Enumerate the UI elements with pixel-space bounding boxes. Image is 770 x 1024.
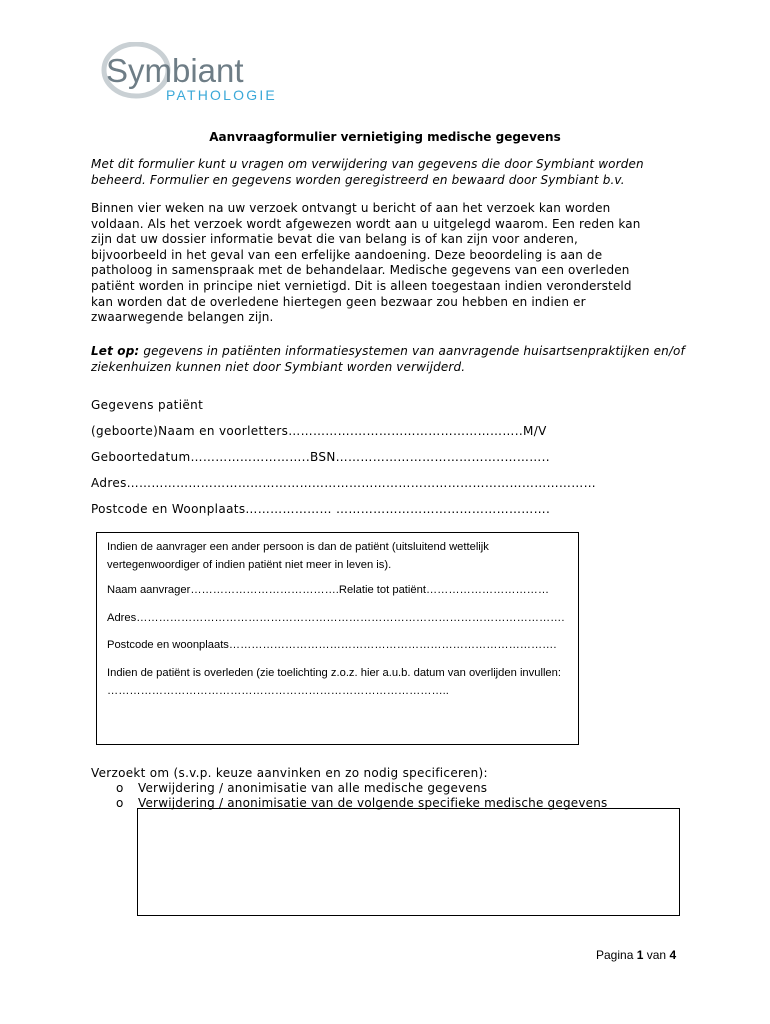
patient-name-field[interactable]: (geboorte)Naam en voorletters…………….…………………………………..M/V xyxy=(91,424,547,438)
applicant-name-field[interactable]: Naam aanvrager………………………………….Relatie tot patiënt…………………………… xyxy=(107,584,550,596)
specific-data-textbox[interactable] xyxy=(137,808,680,916)
request-heading: Verzoekt om (s.v.p. keuze aanvinken en zo nodig specificeren): xyxy=(91,766,488,780)
checkbox-bullet[interactable]: o xyxy=(116,796,124,810)
page-current: 1 xyxy=(636,948,644,962)
body-line: Binnen vier weken na uw verzoek ontvangt u bericht of aan het verzoek kan worden xyxy=(91,201,611,215)
note-text xyxy=(91,344,691,375)
page-of: van xyxy=(646,948,667,962)
option-label: Verwijdering / anonimisatie van de volgende specifieke medische gegevens xyxy=(138,796,608,810)
applicant-postcode-field[interactable]: Postcode en woonplaats……………………………………………………………………………. xyxy=(107,639,557,651)
body-line: zijn dat uw dossier informatie bevat die van belang is of kan zijn voor anderen, xyxy=(91,232,578,247)
body-line: voldaan. Als het verzoek wordt afgewezen wordt aan u uitgelegd waarom. Een reden kan xyxy=(91,216,641,231)
note-label: Let op: xyxy=(91,344,140,358)
page-number xyxy=(596,948,676,962)
page-prefix: Pagina xyxy=(596,948,634,962)
body-line: kan worden dat de overledene hiertegen geen bezwaar zou hebben en indien er xyxy=(91,294,586,309)
body-line: zwaarwegende belangen zijn. xyxy=(91,310,274,325)
option-label: Verwijdering / anonimisatie van alle medische gegevens xyxy=(138,781,488,795)
note-body: gegevens in patiënten informatiesystemen van aanvragende huisartsenpraktijken en/of ziekenhuizen kunnen niet door Symbiant worden verwijderd. xyxy=(91,344,685,374)
body-line: bijvoorbeeld in het geval van een erfelijke aandoening. Deze beoordeling is aan de xyxy=(91,247,603,262)
page-total: 4 xyxy=(669,948,677,962)
applicant-intro: Indien de aanvrager een ander persoon is dan de patiënt (uitsluitend wettelijk vertegenwoordiger of indien patiënt niet meer in leven is). xyxy=(107,541,489,571)
symbiant-logo xyxy=(96,42,306,106)
logo-sub-text: PATHOLOGIE xyxy=(166,87,277,103)
form-title: Aanvraagformulier vernietiging medische gegevens xyxy=(209,130,561,144)
body-text xyxy=(91,201,691,326)
deceased-date-field[interactable]: Indien de patiënt is overleden (zie toelichting z.o.z. hier a.u.b. datum van overlijden invullen: ……………………………………………………………………………….. xyxy=(107,667,561,697)
patient-address-field[interactable]: Adres…………………………………………………………………………………………………… xyxy=(91,476,596,490)
patient-postcode-field[interactable]: Postcode en Woonplaats………………… ……………………………………………. xyxy=(91,502,551,516)
logo-brand-text: Symbiant xyxy=(106,52,244,89)
applicant-address-field[interactable]: Adres……………………………………………………………………………………………………. xyxy=(107,612,565,624)
applicant-box xyxy=(96,532,579,745)
patient-dob-bsn-field[interactable]: Geboortedatum………………………..BSN…………………………………..……….. xyxy=(91,450,550,464)
checkbox-bullet[interactable]: o xyxy=(116,781,124,795)
patient-heading: Gegevens patiënt xyxy=(91,398,204,412)
body-line: patiënt worden in principe niet vernietigd. Dit is alleen toegestaan indien verondersteld xyxy=(91,278,632,293)
intro-text: Met dit formulier kunt u vragen om verwijdering van gegevens die door Symbiant worden beheerd. Formulier en gegevens worden geregistreerd en bewaard door Symbiant b.v. xyxy=(91,157,644,187)
body-line: patholoog in samenspraak met de behandelaar. Medische gegevens van een overleden xyxy=(91,263,630,278)
option-all-data[interactable] xyxy=(116,781,487,795)
